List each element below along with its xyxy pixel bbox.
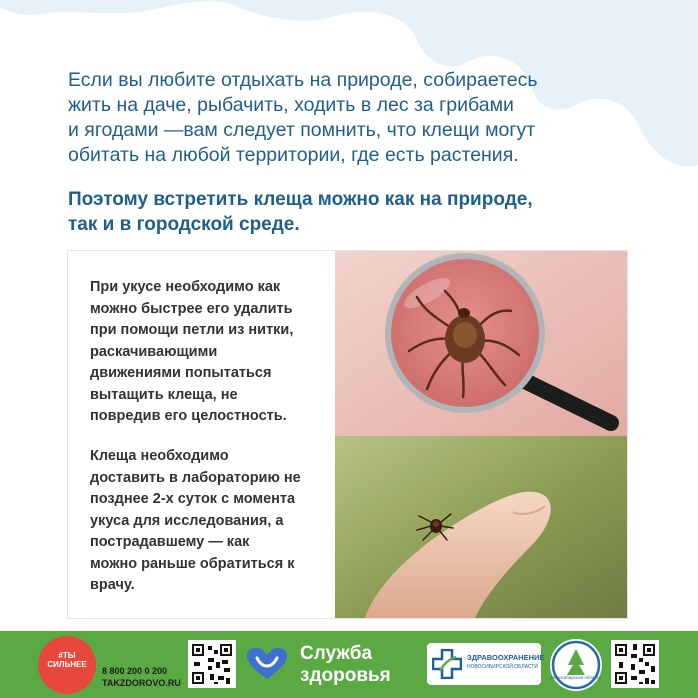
card-line: можно быстрее его удалить [90,300,293,317]
card-line: При укусе необходимо как [90,279,281,295]
card-line: раскачивающими [90,343,218,360]
card-line: повредив его целостность. [90,408,287,424]
magnifier-tick-photo-icon [335,251,627,436]
finger-tick-photo-icon [335,436,627,618]
footer-bar [0,631,698,698]
health-subtitle: НОВОСИБИРСКОЙ ОБЛАСТИ [467,664,539,670]
card-line: врачу. [90,577,135,593]
qr-code-icon [188,640,236,688]
intro-line: и ягодами —вам следует помнить, что клещи могут [68,119,536,141]
region-label: Новосибирская область [550,675,602,680]
heart-logo-icon [245,647,289,681]
intro-paragraph [68,68,628,168]
region-emblem [550,639,602,691]
emphasis-line: Поэтому встретить клеща можно как на природе, [68,189,533,210]
removal-instructions [90,277,340,428]
region-circle-icon [550,639,602,691]
info-card [67,250,628,619]
health-ministry-logo [427,643,545,685]
card-line: позднее 2-х суток с момента [90,491,296,507]
card-line: доставить в лабораторию не [90,469,301,486]
intro-line: жить на даче, рыбачить, ходить в лес за грибами [68,94,514,116]
badge-line: #ТЫ [58,651,76,660]
badge-line: СИЛЬНЕЕ [47,660,87,669]
ty-silnee-badge [38,636,96,694]
qr-code-icon [611,640,659,688]
card-line: Клеща необходимо [90,448,229,464]
card-line: вытащить клеща, не [90,386,238,403]
website-link[interactable]: TAKZDOROVO.RU [102,678,181,688]
laboratory-instructions [90,446,340,597]
hotline-phone: 8 800 200 0 200 [102,666,168,676]
card-line: укуса для исследования, а [90,512,284,529]
card-line: можно раньше обратиться к [90,555,295,572]
card-line: при помощи петли из нитки, [90,322,294,338]
service-subtitle: здоровья [300,665,391,686]
emphasis-paragraph [68,187,628,237]
medical-cross-icon [432,649,462,679]
service-title: Служба [300,643,373,664]
card-line: движениями попытаться [90,365,272,381]
health-title: ЗДРАВООХРАНЕНИЕ [467,653,545,662]
emphasis-line: так и в городской среде. [68,214,300,235]
intro-line: обитать на любой территории, где есть растения. [68,144,519,166]
card-line: пострадавшему — как [90,534,250,550]
intro-line: Если вы любите отдыхать на природе, собираетесь [68,69,538,91]
